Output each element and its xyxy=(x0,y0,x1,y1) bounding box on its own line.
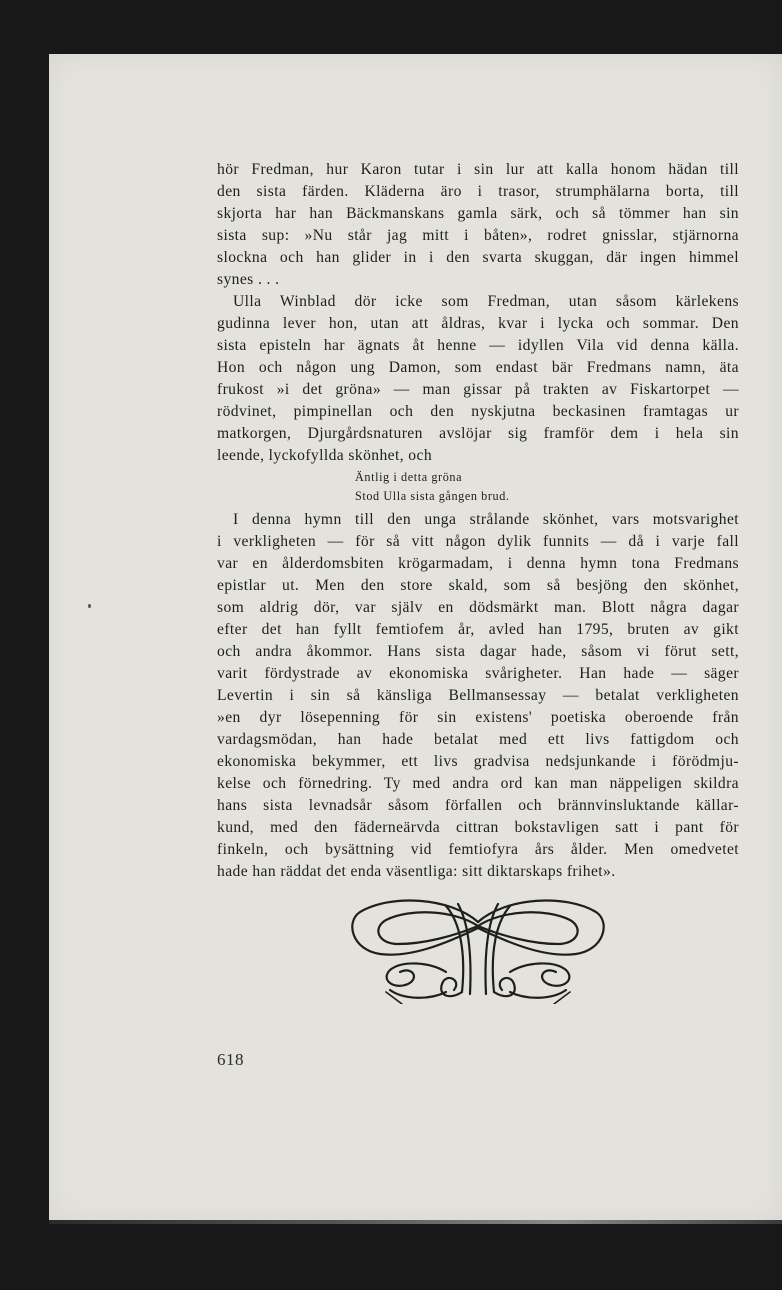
text-line: var en ålderdomsbiten krögarmadam, i denna hymn tona Fredmans xyxy=(217,555,739,572)
text-line: slockna och han glider in i den svarta skuggan, där ingen himmel xyxy=(217,249,739,266)
text-line: ekonomiska bekymmer, ett livs gradvisa nedsjunkande i förödmju- xyxy=(217,753,739,770)
text-line: »en dyr lösepenning för sin existens' poetiska oberoende från xyxy=(217,709,739,726)
text-line: efter det han fyllt femtiofem år, avled han 1795, bruten av gikt xyxy=(217,621,739,638)
text-line: synes . . . xyxy=(217,271,280,288)
text-line: finkeln, och bysättning vid femtiofyra års ålder. Men omedvetet xyxy=(217,841,739,858)
text-line: och andra åkommor. Hans sista dagar hade, såsom vi förut sett, xyxy=(217,643,739,660)
text-line: hade han räddat det enda väsentliga: sitt diktarskaps frihet». xyxy=(217,863,616,880)
verse-line: Äntlig i detta gröna xyxy=(355,470,463,484)
text-line: epistlar ut. Men den store skald, som så besjöng den skönhet, xyxy=(217,577,739,594)
flourish-ornament xyxy=(350,892,606,1004)
text-line: som aldrig dör, var själv en dödsmärkt man. Blott några dagar xyxy=(217,599,739,616)
text-line: den sista färden. Kläderna äro i trasor, strumphälarna borta, till xyxy=(217,183,739,200)
text-line: leende, lyckofyllda skönhet, och xyxy=(217,447,433,464)
text-line: sista episteln har ägnats åt henne — idyllen Vila vid denna källa. xyxy=(217,337,739,354)
paper-speck xyxy=(88,604,91,608)
text-line: kelse och förnedring. Ty med andra ord kan man näppeligen skildra xyxy=(217,775,739,792)
text-line: gudinna lever hon, utan att åldras, kvar i lycka och sommar. Den xyxy=(217,315,739,332)
text-line: Hon och någon ung Damon, som endast bär Fredmans namn, äta xyxy=(217,359,739,376)
text-line: sista sup: »Nu står jag mitt i båten», rodret gnisslar, stjärnorna xyxy=(217,227,739,244)
text-line: matkorgen, Djurgårdsnaturen avslöjar sig framför dem i hela sin xyxy=(217,425,739,442)
body-text xyxy=(217,159,739,883)
text-line: Levertin i sin så känsliga Bellmansessay — betalat verkligheten xyxy=(217,687,739,704)
text-line: kund, med den fäderneärvda cittran bokstavligen satt i pant för xyxy=(217,819,739,836)
text-line: skjorta har han Bäckmanskans gamla särk, och så tömmer han sin xyxy=(217,205,739,222)
text-line: I denna hymn till den unga strålande skönhet, vars motsvarighet xyxy=(233,511,739,528)
verse-line: Stod Ulla sista gången brud. xyxy=(355,489,510,503)
text-line: hans sista levnadsår såsom förfallen och brännvinsluktande källar- xyxy=(217,797,739,814)
text-line: Ulla Winblad dör icke som Fredman, utan såsom kärlekens xyxy=(233,293,739,310)
text-line: varit fördystrade av ekonomiska svårigheter. Han hade — säger xyxy=(217,665,739,682)
page-edge xyxy=(49,1220,782,1224)
text-line: frukost »i det gröna» — man gissar på trakten av Fiskartorpet — xyxy=(217,381,739,398)
text-line: i verkligheten — för så vitt någon dylik funnits — då i varje fall xyxy=(217,533,739,550)
page-number: 618 xyxy=(217,1050,244,1069)
text-line: hör Fredman, hur Karon tutar i sin lur att kalla honom hädan till xyxy=(217,161,739,178)
text-line: rödvinet, pimpinellan och den nyskjutna beckasinen framtagas ur xyxy=(217,403,739,420)
text-line: vardagsmödan, han hade betalat med ett livs fattigdom och xyxy=(217,731,739,748)
